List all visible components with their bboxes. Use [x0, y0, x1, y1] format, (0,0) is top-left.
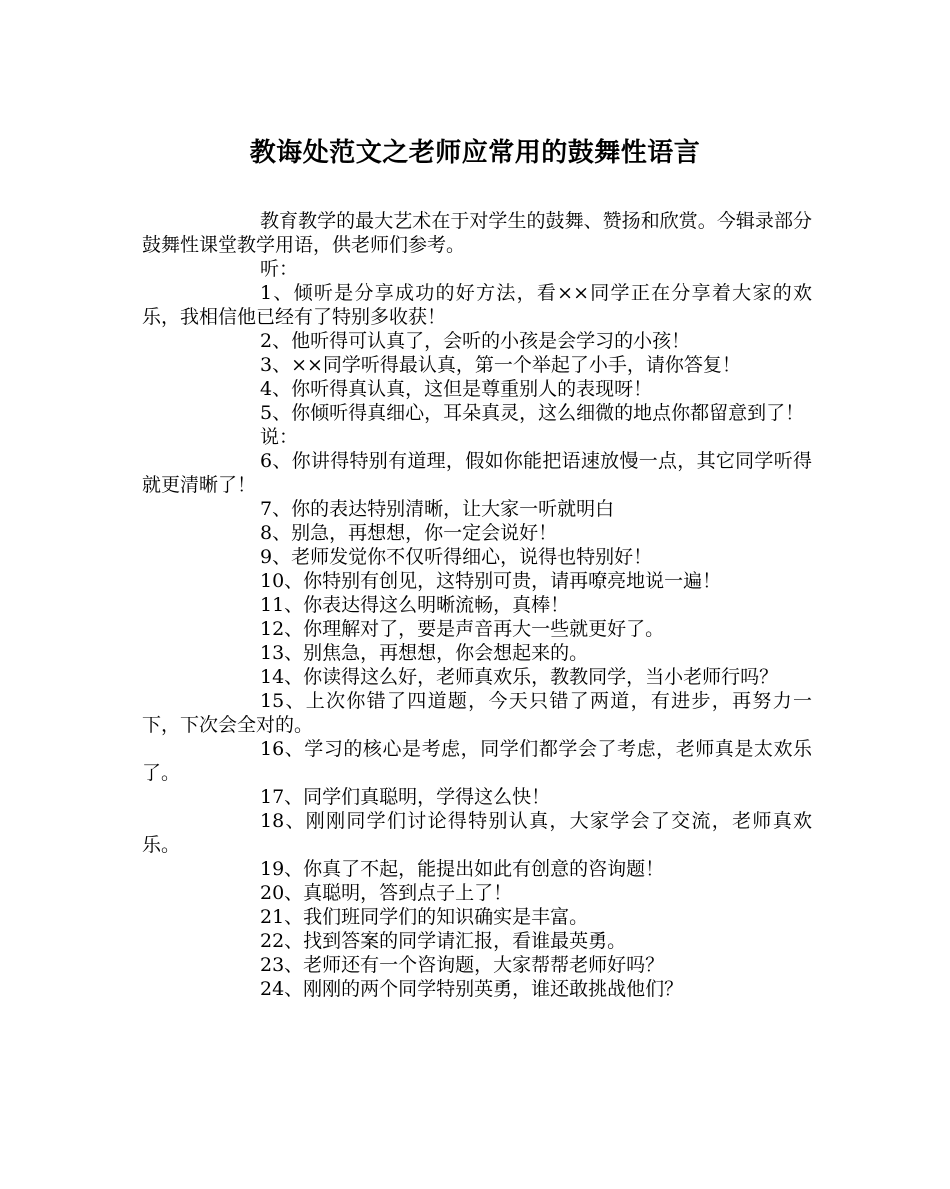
list-item: 8、别急，再想想，你一定会说好！	[260, 522, 558, 544]
list-item: 1、倾听是分享成功的好方法，看××同学正在分享着大家的欢乐，我相信他已经有了特别多收获！	[142, 282, 812, 328]
list-item: 12、你理解对了，要是声音再大一些就更好了。	[260, 618, 665, 640]
list-item: 13、别焦急，再想想，你会想起来的。	[260, 642, 589, 664]
list-item: 9、老师发觉你不仅听得细心，说得也特别好！	[260, 546, 653, 568]
list-item: 18、刚刚同学们讨论得特别认真，大家学会了交流，老师真欢乐。	[142, 810, 812, 856]
list-item: 11、你表达得这么明晰流畅，真棒！	[260, 594, 570, 616]
list-item: 2、他听得可认真了，会听的小孩是会学习的小孩！	[260, 330, 691, 352]
list-item: 21、我们班同学们的知识确实是丰富。	[260, 906, 589, 928]
list-item: 23、老师还有一个咨询题，大家帮帮老师好吗？	[260, 954, 665, 976]
list-item: 10、你特别有创见，这特别可贵，请再嘹亮地说一遍！	[260, 570, 722, 592]
list-item: 4、你听得真认真，这但是尊重别人的表现呀！	[260, 378, 653, 400]
list-item: 14、你读得这么好，老师真欢乐，教教同学，当小老师行吗？	[260, 666, 779, 688]
section-heading-speak: 说：	[260, 426, 299, 448]
list-item: 19、你真了不起，能提出如此有创意的咨询题！	[260, 858, 665, 880]
list-item: 15、上次你错了四道题，今天只错了两道，有进步，再努力一下，下次会全对的。	[142, 690, 812, 736]
list-item: 20、真聪明，答到点子上了！	[260, 882, 513, 904]
list-item: 22、找到答案的同学请汇报，看谁最英勇。	[260, 930, 627, 952]
list-item: 17、同学们真聪明，学得这么快！	[260, 786, 551, 808]
list-item: 6、你讲得特别有道理，假如你能把语速放慢一点，其它同学听得就更清晰了！	[142, 450, 812, 496]
list-item: 16、学习的核心是考虑，同学们都学会了考虑，老师真是太欢乐了。	[142, 738, 812, 784]
section-heading-listen: 听：	[260, 258, 299, 280]
document-title: 教诲处范文之老师应常用的鼓舞性语言	[249, 138, 701, 168]
document-body	[142, 209, 812, 1001]
list-item: 5、你倾听得真细心，耳朵真灵，这么细微的地点你都留意到了！	[260, 402, 805, 424]
intro-paragraph: 教育教学的最大艺术在于对学生的鼓舞、赞扬和欣赏。今辑录部分鼓舞性课堂教学用语，供老师们参考。	[142, 210, 812, 256]
list-item: 24、刚刚的两个同学特别英勇，谁还敢挑战他们？	[260, 978, 684, 1000]
list-item: 7、你的表达特别清晰，让大家一听就明白	[260, 498, 615, 520]
list-item: 3、××同学听得最认真，第一个举起了小手，请你答复！	[260, 354, 741, 376]
